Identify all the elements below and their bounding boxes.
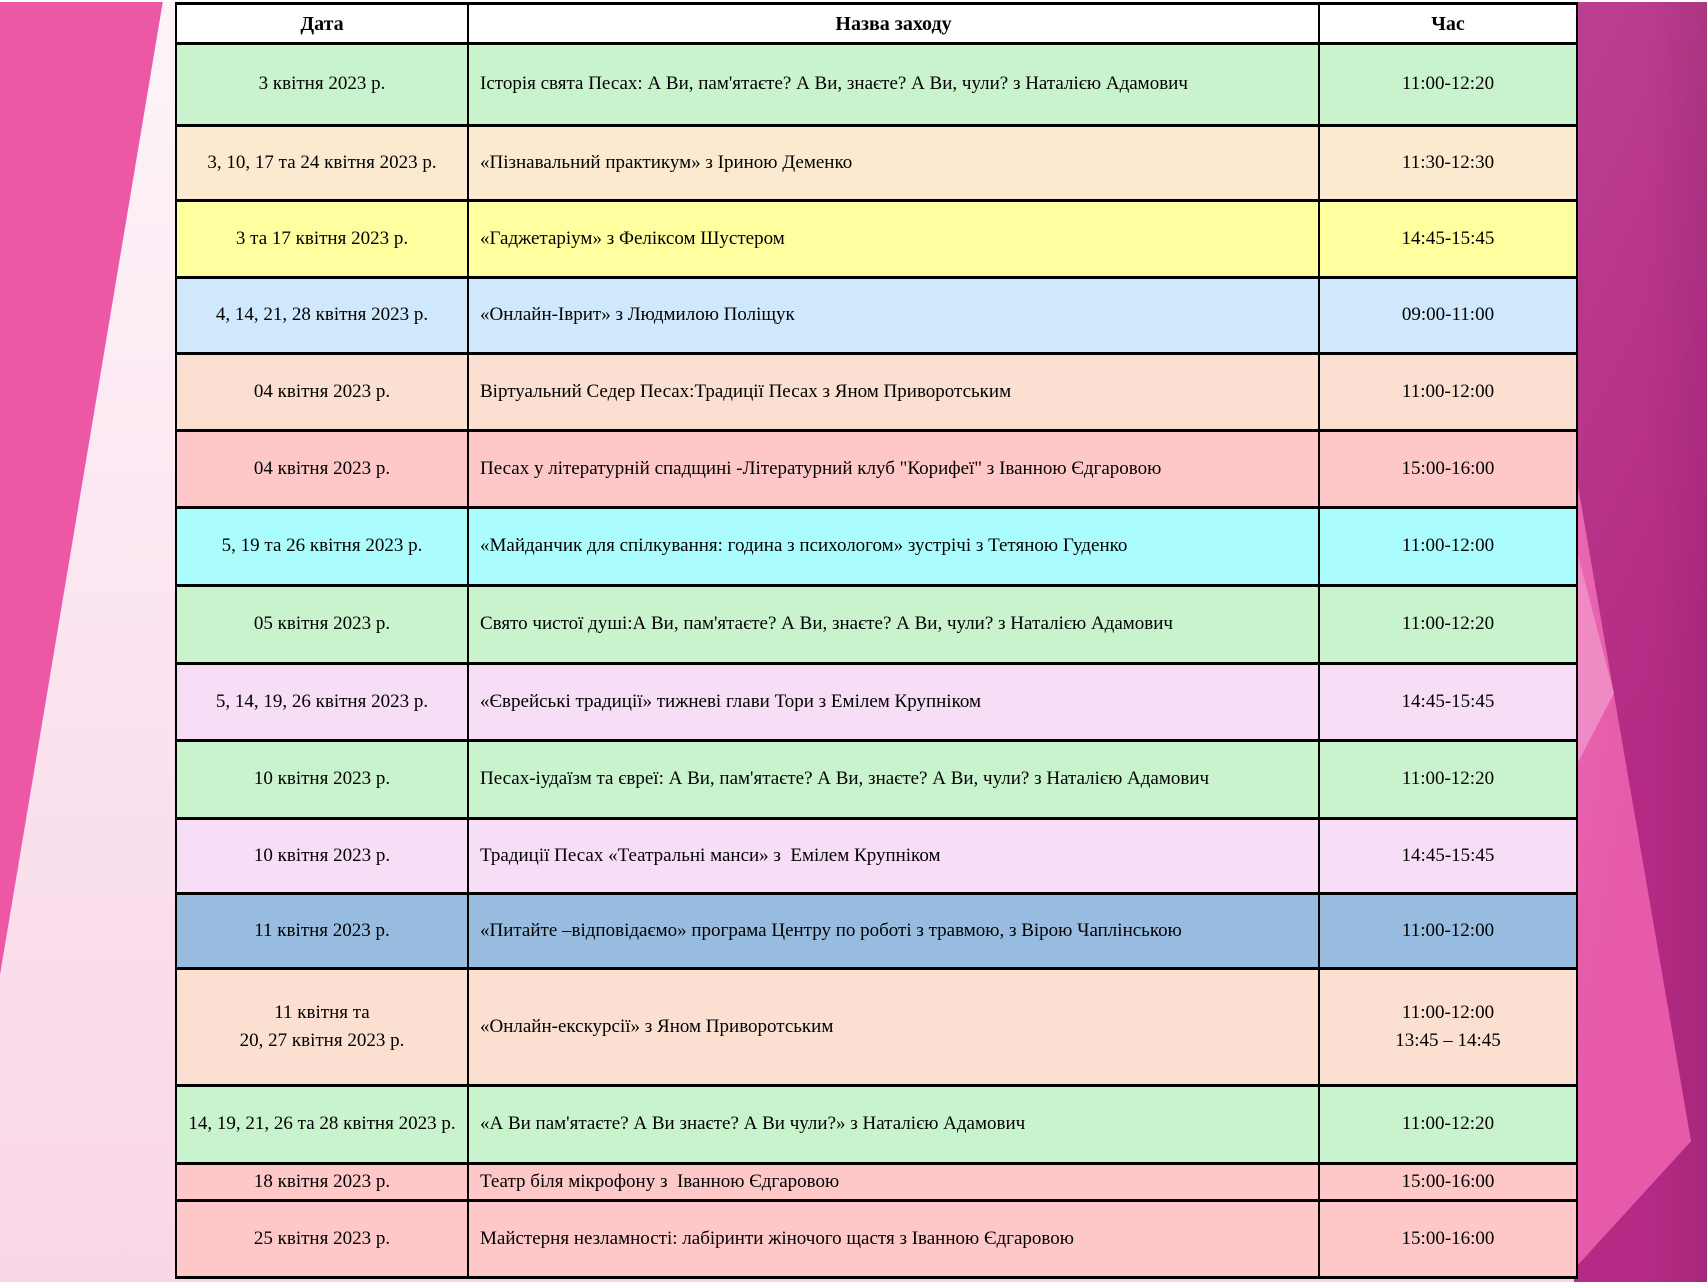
time-cell: 14:45-15:45 xyxy=(1319,201,1577,278)
event-cell: Театр біля мікрофону з Іванною Єдгаровою xyxy=(468,1164,1319,1201)
date-cell: 4, 14, 21, 28 квітня 2023 р. xyxy=(176,278,468,354)
event-cell: «Майданчик для спілкування: година з психологом» зустрічі з Тетяною Гуденко xyxy=(468,508,1319,586)
event-cell: Віртуальний Седер Песах:Традиції Песах з Яном Приворотським xyxy=(468,354,1319,431)
table-row xyxy=(176,44,1577,126)
event-cell: «А Ви пам'ятаєте? А Ви знаєте? А Ви чули?» з Наталією Адамович xyxy=(468,1086,1319,1164)
event-cell: «Єврейські традиції» тижневі глави Тори з Емілем Крупніком xyxy=(468,664,1319,741)
event-cell: Традиції Песах «Театральні манси» з Емілем Крупніком xyxy=(468,819,1319,894)
table-row xyxy=(176,969,1577,1086)
time-cell: 15:00-16:00 xyxy=(1319,1164,1577,1201)
date-cell: 04 квітня 2023 р. xyxy=(176,354,468,431)
column-header-date: Дата xyxy=(176,4,468,44)
table-row xyxy=(176,201,1577,278)
table-row xyxy=(176,741,1577,819)
date-cell: 10 квітня 2023 р. xyxy=(176,819,468,894)
date-cell: 5, 19 та 26 квітня 2023 р. xyxy=(176,508,468,586)
column-header-event: Назва заходу xyxy=(468,4,1319,44)
date-cell: 10 квітня 2023 р. xyxy=(176,741,468,819)
table-row xyxy=(176,354,1577,431)
date-cell: 3 квітня 2023 р. xyxy=(176,44,468,126)
schedule-table xyxy=(175,2,1578,1279)
time-cell: 09:00-11:00 xyxy=(1319,278,1577,354)
date-cell: 05 квітня 2023 р. xyxy=(176,586,468,664)
table-row xyxy=(176,1086,1577,1164)
date-cell: 25 квітня 2023 р. xyxy=(176,1201,468,1278)
table-row xyxy=(176,278,1577,354)
time-cell: 11:00-12:00 xyxy=(1319,354,1577,431)
table-row xyxy=(176,126,1577,201)
time-cell: 11:00-12:20 xyxy=(1319,1086,1577,1164)
table-row xyxy=(176,586,1577,664)
time-cell: 11:00-12:00 xyxy=(1319,508,1577,586)
time-cell: 14:45-15:45 xyxy=(1319,819,1577,894)
time-cell: 11:00-12:00 xyxy=(1319,894,1577,969)
event-cell: Свято чистої душі:А Ви, пам'ятаєте? А Ви, знаєте? А Ви, чули? з Наталією Адамович xyxy=(468,586,1319,664)
header-row xyxy=(176,4,1577,44)
date-cell: 18 квітня 2023 р. xyxy=(176,1164,468,1201)
time-cell: 11:00-12:20 xyxy=(1319,586,1577,664)
event-cell: Песах у літературній спадщині -Літературний клуб "Корифеї" з Іванною Єдгаровою xyxy=(468,431,1319,508)
event-cell: «Пізнавальний практикум» з Іриною Деменко xyxy=(468,126,1319,201)
date-cell: 3 та 17 квітня 2023 р. xyxy=(176,201,468,278)
date-cell: 5, 14, 19, 26 квітня 2023 р. xyxy=(176,664,468,741)
event-cell: «Гаджетаріум» з Феліксом Шустером xyxy=(468,201,1319,278)
event-cell: «Питайте –відповідаємо» програма Центру по роботі з травмою, з Вірою Чаплінською xyxy=(468,894,1319,969)
table-row xyxy=(176,1201,1577,1278)
event-cell: Історія свята Песах: А Ви, пам'ятаєте? А Ви, знаєте? А Ви, чули? з Наталією Адамович xyxy=(468,44,1319,126)
right-magenta-panel xyxy=(1574,2,1707,1282)
time-cell: 11:00-12:00 13:45 – 14:45 xyxy=(1319,969,1577,1086)
date-cell: 11 квітня 2023 р. xyxy=(176,894,468,969)
event-cell: «Онлайн-Іврит» з Людмилою Поліщук xyxy=(468,278,1319,354)
time-cell: 11:30-12:30 xyxy=(1319,126,1577,201)
time-cell: 15:00-16:00 xyxy=(1319,431,1577,508)
time-cell: 11:00-12:20 xyxy=(1319,741,1577,819)
date-cell: 11 квітня та 20, 27 квітня 2023 р. xyxy=(176,969,468,1086)
column-header-time: Час xyxy=(1319,4,1577,44)
event-cell: Песах-іудаїзм та євреї: А Ви, пам'ятаєте? А Ви, знаєте? А Ви, чули? з Наталією Адамович xyxy=(468,741,1319,819)
table-row xyxy=(176,664,1577,741)
left-magenta-wedge xyxy=(0,2,175,1282)
event-cell: «Онлайн-екскурсії» з Яном Приворотським xyxy=(468,969,1319,1086)
date-cell: 04 квітня 2023 р. xyxy=(176,431,468,508)
time-cell: 11:00-12:20 xyxy=(1319,44,1577,126)
table-row xyxy=(176,1164,1577,1201)
table-row xyxy=(176,819,1577,894)
time-cell: 15:00-16:00 xyxy=(1319,1201,1577,1278)
event-cell: Майстерня незламності: лабіринти жіночого щастя з Іванною Єдгаровою xyxy=(468,1201,1319,1278)
date-cell: 14, 19, 21, 26 та 28 квітня 2023 р. xyxy=(176,1086,468,1164)
slide xyxy=(0,2,1707,1282)
table-row xyxy=(176,508,1577,586)
table-row xyxy=(176,894,1577,969)
time-cell: 14:45-15:45 xyxy=(1319,664,1577,741)
date-cell: 3, 10, 17 та 24 квітня 2023 р. xyxy=(176,126,468,201)
table-row xyxy=(176,431,1577,508)
